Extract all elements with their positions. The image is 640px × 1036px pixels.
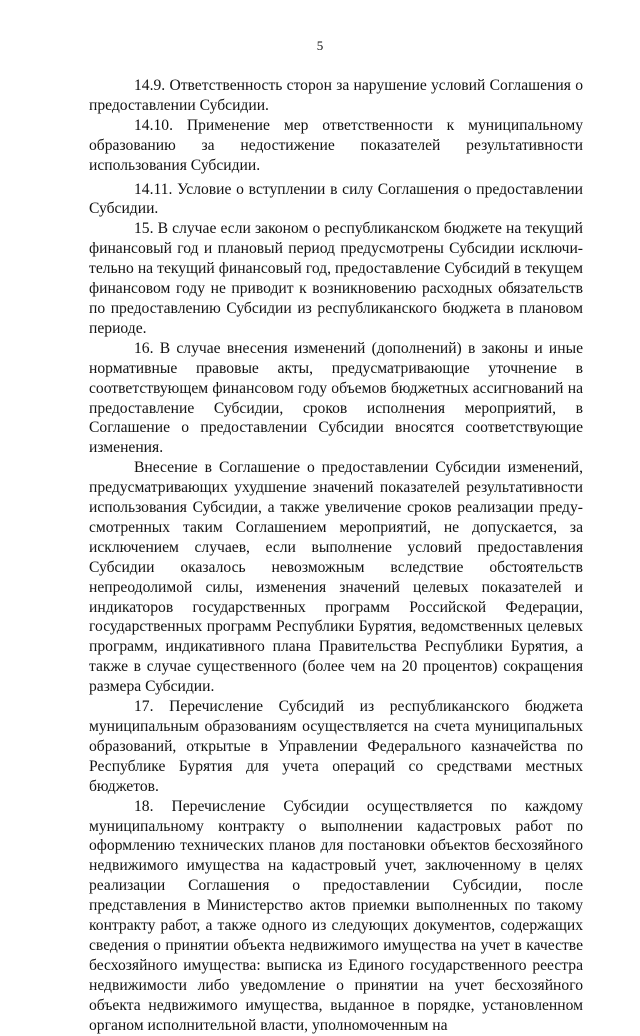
paragraph-18: 18. Перечисление Субсидии осуществляется по каждому муниципальному контракту о выполнении кадастровых работ по оформлению технических планов для постановки объектов бесхозяйного недвижимого имущества на кадастровый учет, заключенному в целях реализации Соглашения о предоставлении Субсидии, после представления в Министерство актов приемки выполненных по такому контракту работ, а также одного из следующих документов, содержащих сведения о принятии объекта недвижимого имущества на учет в качестве бесхозяйного имущества: выписка из Единого государственного реестра недвижимости либо уведомление о принятии на учет бесхозяйного объекта недвижимого имущества, выданное в порядке, установленном органом исполнительной власти, уполномоченным на [89,797,583,1034]
paragraph-14-11: 14.11. Условие о вступлении в силу Соглашения о предоставлении Субсидии. [89,180,583,218]
paragraph-15: 15. В случае если законом о республиканском бюджете на текущий финансовый год и плановый период предусмотрены Субсидии исключительно на текущий финансовый год, предоставление Субсидий в текущем финансовом году не приводит к возникновению расходных обязательств по предоставлению Субсидии из республиканского бюджета в плановом периоде. [89,220,583,337]
page-number: 5 [316,38,324,53]
paragraph-16-amendments: Внесение в Соглашение о предоставлении Субсидии изменений, предусматривающих ухудшение значений показателей результативности использования Субсидии, а также увеличение сроков реализации предусмотренных таким Соглашением мероприятий, не допускается, за исключением случаев, если выполнение условий предоставления Субсидии оказалось невозможным вследствие обстоятельств непреодолимой силы, изменения значений целевых показателей и индикаторов государственных программ Российской Федерации, государственных программ Республики Бурятия, ведомственных целевых программ, индикативного плана Правительства Республики Бурятия, а также в случае существенного (более чем на 20 процентов) сокращения размера Субсидии. [89,459,583,696]
paragraph-14-10: 14.10. Применение мер ответственности к муниципальному образованию за недостижение показателей результативности использования Субсидии. [89,116,583,174]
paragraph-17: 17. Перечисление Субсидий из республиканского бюджета муниципальным образованиям осуществляется на счета муниципальных образований, открытые в Управлении Федерального казначейства по Республике Бурятия для учета операций со средствами местных бюджетов. [89,698,583,795]
paragraph-16: 16. В случае внесения изменений (дополнений) в законы и иные нормативные правовые акты, предусматривающие уточнение в соответствующем финансовом году объемов бюджетных ассигнований на предоставление Субсидии, сроков исполнения мероприятий, в Соглашение о предоставлении Субсидии вносятся соответствующие изменения. [89,339,583,457]
document-body [89,76,583,1036]
paragraph-14-9: 14.9. Ответственность сторон за нарушение условий Соглашения о предоставлении Субсидии. [89,77,583,114]
